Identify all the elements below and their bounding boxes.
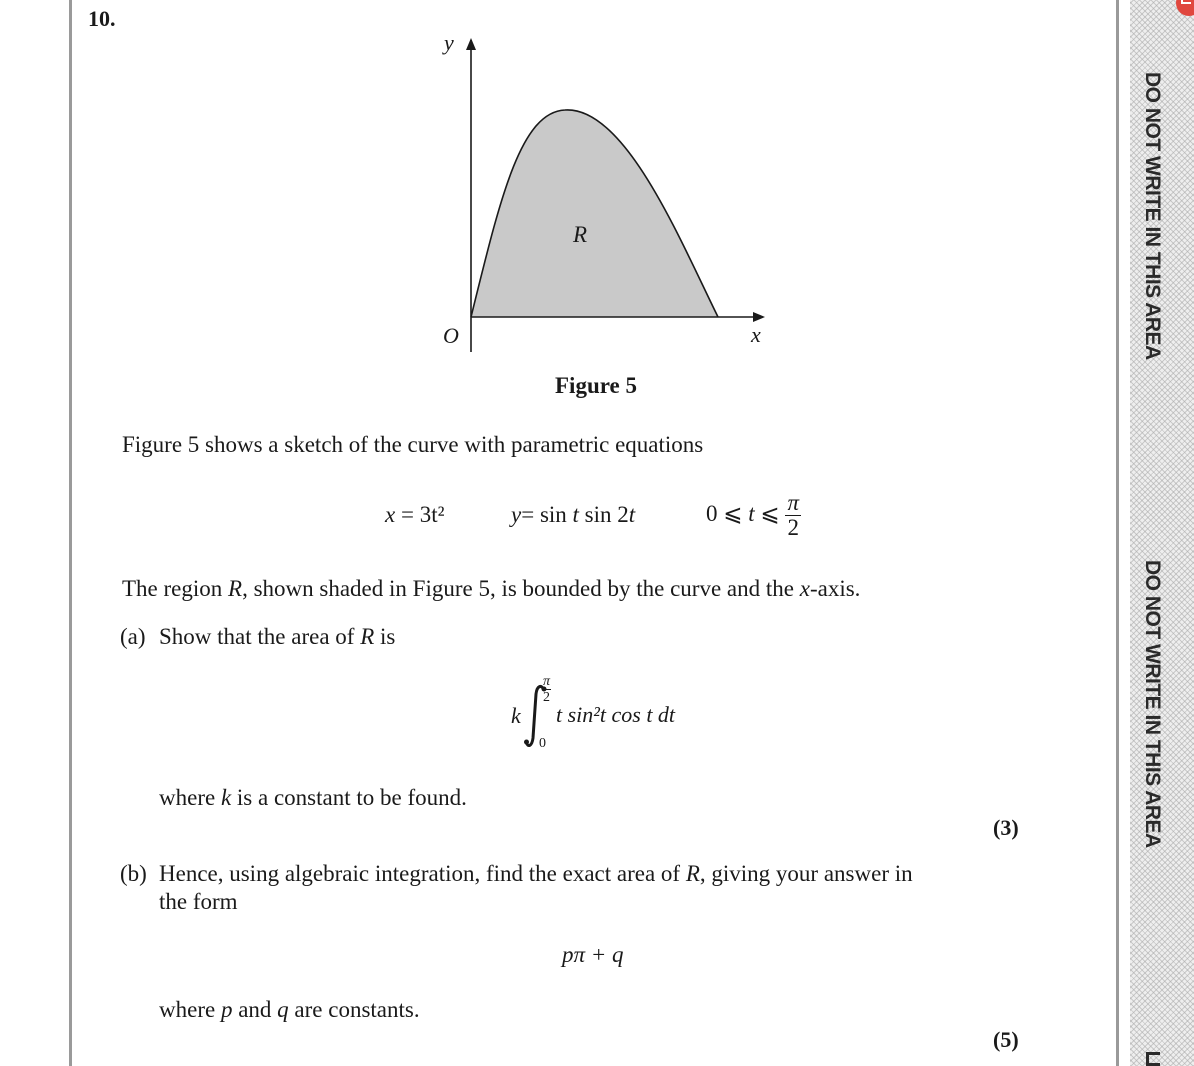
part-b-prompt-line2: the form bbox=[159, 889, 238, 914]
part-b-where-start: where bbox=[159, 997, 221, 1022]
integral-upper-den: 2 bbox=[543, 690, 550, 705]
part-b-text-r: R bbox=[685, 861, 700, 886]
range-mid: ⩽ bbox=[754, 500, 786, 526]
region-text-x: x bbox=[799, 576, 810, 601]
origin-label: O bbox=[443, 323, 459, 348]
part-b-text-start: Hence, using algebraic integration, find the exact area of bbox=[159, 861, 686, 886]
equation-y-lhs: y bbox=[511, 502, 522, 527]
part-b-where-and: and bbox=[232, 997, 278, 1022]
region-description bbox=[122, 576, 860, 602]
integral-upper-num: π bbox=[543, 674, 551, 689]
equation-y-sin1: = sin bbox=[521, 502, 567, 527]
equation-y-sin2: sin 2 bbox=[578, 502, 629, 527]
part-a-where-start: where bbox=[159, 785, 221, 810]
part-b-where-p: p bbox=[220, 997, 233, 1022]
integral-constant-k: k bbox=[511, 703, 521, 728]
equation-y-t2: t bbox=[628, 502, 636, 527]
part-a-where-end: is a constant to be found. bbox=[231, 785, 467, 810]
area-integral bbox=[508, 676, 708, 756]
part-a-label: (a) bbox=[120, 624, 146, 649]
part-b-text-end: , giving your answer in bbox=[699, 861, 913, 886]
part-a-text-start: Show that the area of bbox=[159, 624, 361, 649]
part-b-where-q: q bbox=[277, 997, 289, 1022]
region-text-r: R bbox=[228, 576, 243, 601]
margin-warning-partial-letter bbox=[1146, 1052, 1160, 1066]
equation-y bbox=[511, 502, 635, 528]
integrand: t sin²t cos t dt bbox=[556, 702, 676, 727]
margin-warning-top: DO NOT WRITE IN THIS AREA bbox=[1141, 72, 1164, 360]
region-text-start: The region bbox=[122, 576, 229, 601]
range-num: π bbox=[787, 490, 799, 515]
intro-text: Figure 5 shows a sketch of the curve with parametric equations bbox=[122, 432, 704, 457]
part-b-prompt bbox=[159, 861, 913, 887]
range-fraction bbox=[785, 491, 801, 540]
equation-x-lhs: x bbox=[385, 502, 396, 527]
equation-range bbox=[706, 491, 801, 540]
figure-caption: Figure 5 bbox=[555, 373, 637, 398]
range-var: t bbox=[748, 500, 755, 526]
y-axis-label: y bbox=[444, 30, 454, 55]
figure-5-graph bbox=[0, 0, 1194, 380]
equation-x-rhs: = 3t² bbox=[400, 502, 445, 527]
range-den: 2 bbox=[785, 515, 801, 540]
part-b-where bbox=[159, 997, 420, 1023]
part-a-where bbox=[159, 785, 467, 811]
x-axis-label: x bbox=[751, 322, 761, 347]
part-a-where-k: k bbox=[220, 785, 232, 810]
range-left: 0 ⩽ bbox=[706, 500, 749, 526]
margin-warning-bottom: DO NOT WRITE IN THIS AREA bbox=[1141, 560, 1164, 848]
question-number: 10. bbox=[88, 6, 116, 31]
region-text-end: -axis. bbox=[809, 576, 861, 601]
part-a-text-r: R bbox=[360, 624, 375, 649]
region-text-mid: , shown shaded in Figure 5, is bounded by the curve and the bbox=[242, 576, 800, 601]
shaded-region-r bbox=[471, 110, 718, 317]
integral-lower-limit: 0 bbox=[539, 736, 546, 751]
equation-y-t1: t bbox=[572, 502, 579, 527]
region-label: R bbox=[573, 222, 588, 247]
part-b-marks: (5) bbox=[993, 1027, 1019, 1052]
part-a-text-end: is bbox=[374, 624, 396, 649]
answer-form: pπ + q bbox=[562, 942, 624, 967]
part-a-marks: (3) bbox=[993, 815, 1019, 840]
part-a-prompt bbox=[159, 624, 395, 650]
equation-x bbox=[385, 502, 444, 528]
part-b-label: (b) bbox=[120, 861, 147, 886]
part-b-where-end: are constants. bbox=[288, 997, 420, 1022]
integral-upper-limit bbox=[542, 674, 551, 705]
